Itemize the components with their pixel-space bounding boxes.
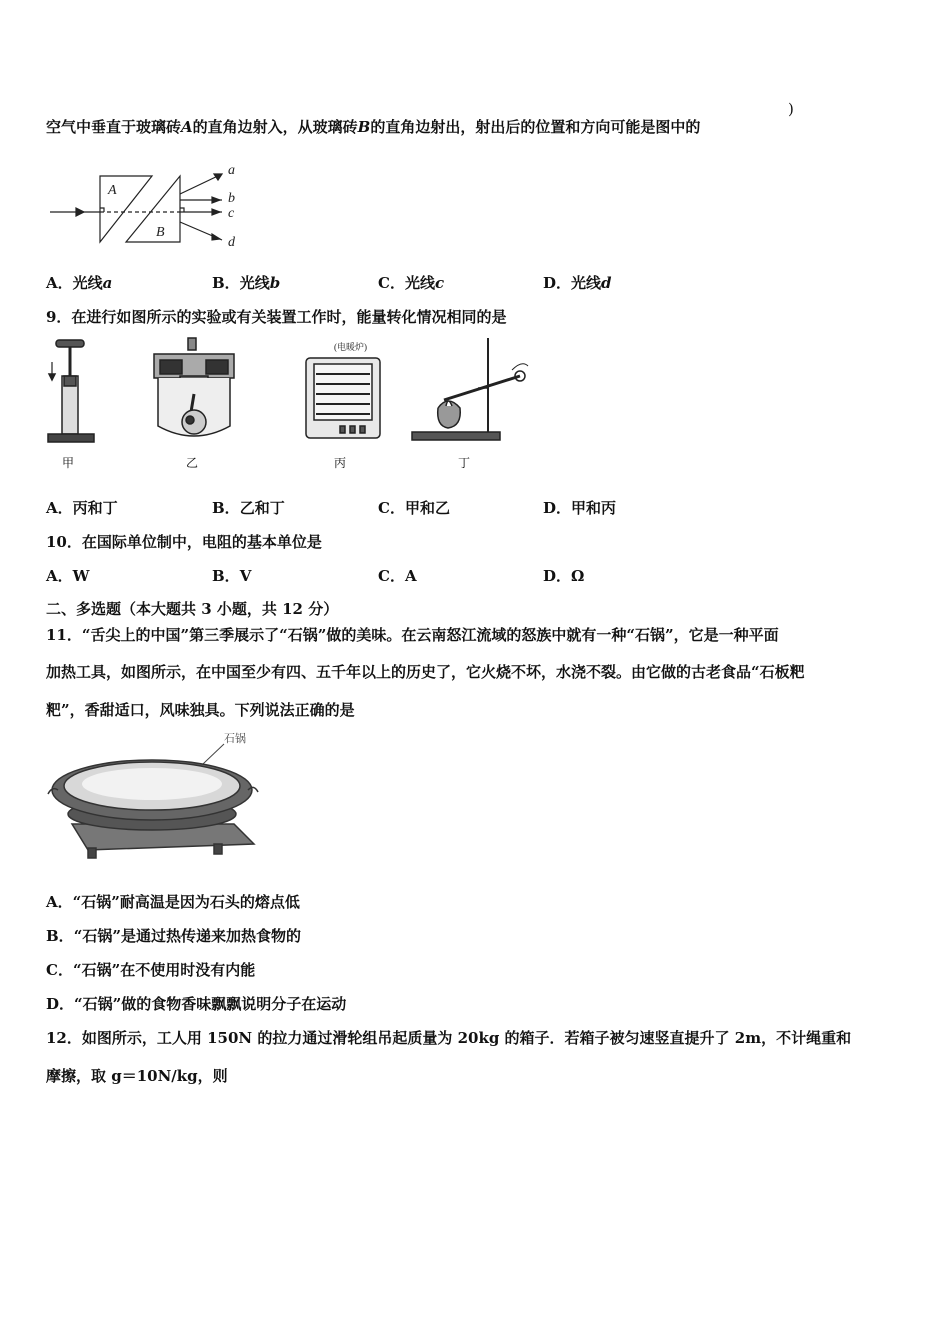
- q9-option-c[interactable]: C．甲和乙: [378, 499, 450, 517]
- q9-option-b[interactable]: B．乙和丁: [212, 499, 285, 517]
- q11-option-a[interactable]: A．“石锅”耐高温是因为石头的熔点低: [46, 893, 300, 911]
- q11-option-c[interactable]: C．“石锅”在不使用时没有内能: [46, 961, 256, 979]
- q8-stem-var-a: A: [181, 118, 193, 136]
- label-ray-d: d: [228, 235, 235, 250]
- q8-option-a[interactable]: A．光线a: [46, 274, 113, 292]
- label-ray-c: c: [228, 206, 235, 221]
- q12-line-1: 12．如图所示，工人用 150N 的拉力通过滑轮组吊起质量为 20kg 的箱子．若箱子被匀速竖直提升了 2m，不计绳重和: [46, 1029, 852, 1047]
- q9-figure-bing: [298, 340, 388, 450]
- q8-stem: 空气中垂直于玻璃砖A的直角边射入，从玻璃砖B的直角边射出，射出后的位置和方向可能是图中的: [46, 118, 701, 136]
- q10-stem: 10．在国际单位制中，电阻的基本单位是: [46, 533, 322, 551]
- q9-figure-yi: [150, 336, 240, 456]
- caption-yi: 乙: [186, 456, 199, 470]
- q8-option-d[interactable]: D．光线d: [543, 274, 612, 292]
- q9-figure-ding: [408, 336, 532, 450]
- prism-b: [126, 176, 180, 242]
- q8-bracket: ): [788, 100, 794, 118]
- q8-stem-var-b: B: [357, 118, 371, 136]
- caption-ding: 丁: [458, 456, 471, 470]
- q11-line-1: 11．“舌尖上的中国”第三季展示了“石锅”做的美味。在云南怒江流域的怒族中就有一种“石锅”，它是一种平面: [46, 626, 779, 644]
- q9-option-a[interactable]: A．丙和丁: [46, 499, 118, 517]
- q10-option-d[interactable]: D．Ω: [543, 567, 585, 585]
- q8-option-b[interactable]: B．光线b: [212, 274, 281, 292]
- label-ray-b: b: [228, 191, 235, 206]
- q11-line-2: 加热工具，如图所示，在中国至少有四、五千年以上的历史了，它火烧不坏，水浇不裂。由它做的古老食品“石板粑: [46, 663, 805, 681]
- q12-line-2: 摩擦，取 g＝10N/kg，则: [46, 1067, 228, 1085]
- q9-stem: 9．在进行如图所示的实验或有关装置工作时，能量转化情况相同的是: [46, 308, 507, 326]
- q11-option-d[interactable]: D．“石锅”做的食物香味飘飘说明分子在运动: [46, 995, 347, 1013]
- stone-pot-label: 石锅: [224, 733, 246, 745]
- q8-prism-figure: [46, 160, 256, 252]
- q10-option-a[interactable]: A．W: [46, 567, 90, 585]
- q10-option-c[interactable]: C．A: [378, 567, 417, 585]
- q10-option-b[interactable]: B．V: [212, 567, 252, 585]
- heater-label: (电暖炉): [334, 342, 367, 352]
- q9-figure-jia: [42, 336, 104, 456]
- label-block-b: B: [156, 225, 165, 240]
- q11-line-3: 粑”，香甜适口，风味独具。下列说法正确的是: [46, 701, 355, 719]
- label-block-a: A: [108, 183, 117, 198]
- q8-option-c[interactable]: C．光线c: [378, 274, 445, 292]
- section2-title: 二、多选题（本大题共 3 小题，共 12 分）: [46, 600, 339, 618]
- incident-arrow: [76, 208, 84, 216]
- q11-option-b[interactable]: B．“石锅”是通过热传递来加热食物的: [46, 927, 301, 945]
- caption-jia: 甲: [62, 456, 75, 470]
- q11-stone-pot-figure: [44, 728, 274, 862]
- caption-bing: 丙: [334, 456, 347, 470]
- q9-option-d[interactable]: D．甲和丙: [543, 499, 617, 517]
- label-ray-a: a: [228, 163, 235, 178]
